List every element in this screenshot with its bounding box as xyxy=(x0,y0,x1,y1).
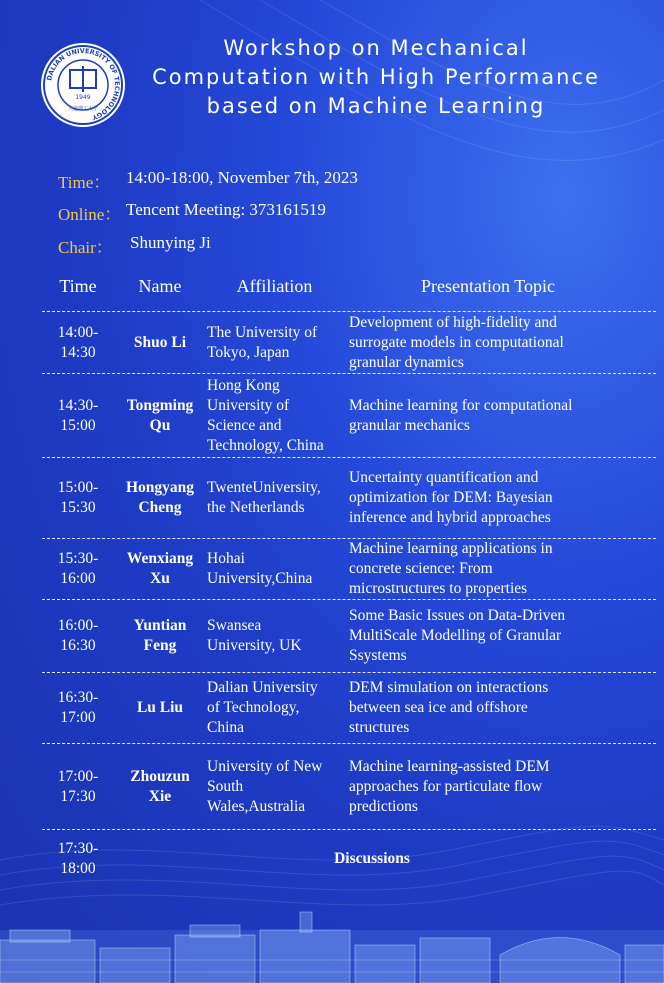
row-time: 16:30- 17:00 xyxy=(57,689,99,726)
title-line-3: based on Machine Learning xyxy=(206,94,546,118)
table-row xyxy=(42,600,656,672)
row-affiliation: Dalian University of Technology, China xyxy=(207,679,318,736)
row-topic: Machine learning applications in concrete science: From microstructures to properties xyxy=(349,540,553,597)
row-time: 17:00- 17:30 xyxy=(57,767,99,805)
row-speaker: Tongming Qu xyxy=(126,396,194,434)
row-time: 14:30- 15:00 xyxy=(57,396,99,434)
row-topic: Machine learning-assisted DEM approaches for particulate flow predictions xyxy=(349,757,550,815)
header-time: Time xyxy=(59,276,97,296)
row-time: 16:00- 16:30 xyxy=(57,617,99,654)
online-label: Online： xyxy=(58,205,122,224)
row-speaker: Yuntian Feng xyxy=(133,617,187,654)
row-topic: Machine learning for computational granular mechanics xyxy=(349,396,573,434)
row-speaker: Shuo Li xyxy=(133,333,187,351)
campus-skyline-illustration xyxy=(0,900,664,983)
logo-chinese-name: 大连理工大学 xyxy=(67,106,99,112)
info-chair xyxy=(58,233,211,258)
chair-value: Shunying Ji xyxy=(130,233,211,252)
row-topic: Uncertainty quantification and optimization for DEM: Bayesian inference and hybrid approaches xyxy=(349,469,553,526)
row-speaker: Lu Liu xyxy=(136,699,184,716)
time-value: 14:00-18:00, November 7th, 2023 xyxy=(126,168,358,187)
time-label: Time： xyxy=(58,173,111,192)
row-speaker: Hongyang Cheng xyxy=(125,479,195,516)
row-affiliation: TwenteUniversity, the Netherlands xyxy=(207,479,321,516)
row-affiliation: Hohai University,China xyxy=(207,550,313,587)
table-row xyxy=(42,458,656,538)
header-name: Name xyxy=(138,276,182,296)
logo-year: 1949 xyxy=(75,94,91,101)
page-title xyxy=(126,34,626,121)
header-topic: Presentation Topic xyxy=(421,276,555,296)
table-row xyxy=(42,312,656,373)
row-affiliation: Hong Kong University of Science and Technology, China xyxy=(207,376,324,454)
university-logo xyxy=(40,42,126,128)
row-time: 15:00- 15:30 xyxy=(57,479,99,516)
row-time: 15:30- 16:00 xyxy=(57,550,99,587)
chair-label: Chair： xyxy=(58,238,113,257)
info-time xyxy=(58,168,358,193)
row-speaker: Wenxiang Xu xyxy=(126,550,194,587)
row-affiliation: The University of Tokyo, Japan xyxy=(207,323,318,361)
info-online xyxy=(58,200,326,225)
table-row-discussion xyxy=(42,830,656,888)
row-time: 17:30- 18:00 xyxy=(57,840,99,877)
table-row xyxy=(42,539,656,599)
row-topic: Development of high-fidelity and surrogate models in computational granular dynamics xyxy=(349,313,564,371)
row-time: 14:00- 14:30 xyxy=(57,323,99,361)
online-value: Tencent Meeting: 373161519 xyxy=(126,200,326,219)
logo-ring-text: DALIAN UNIVERSITY OF TECHNOLOGY xyxy=(45,46,122,122)
row-affiliation: University of New South Wales,Australia xyxy=(207,757,323,815)
table-row xyxy=(42,673,656,743)
table-row xyxy=(42,744,656,829)
header-affiliation: Affiliation xyxy=(236,276,313,296)
table-row xyxy=(42,374,656,457)
discussions-label: Discussions xyxy=(334,850,410,867)
title-line-2: Computation with High Performance xyxy=(152,65,600,89)
row-speaker: Zhouzun Xie xyxy=(130,767,190,805)
row-affiliation: Swansea University, UK xyxy=(207,617,302,654)
row-topic: Some Basic Issues on Data-Driven MultiScale Modelling of Granular Ssystems xyxy=(349,607,566,664)
title-line-1: Workshop on Mechanical xyxy=(223,36,529,60)
row-topic: DEM simulation on interactions between sea ice and offshore structures xyxy=(349,679,549,736)
